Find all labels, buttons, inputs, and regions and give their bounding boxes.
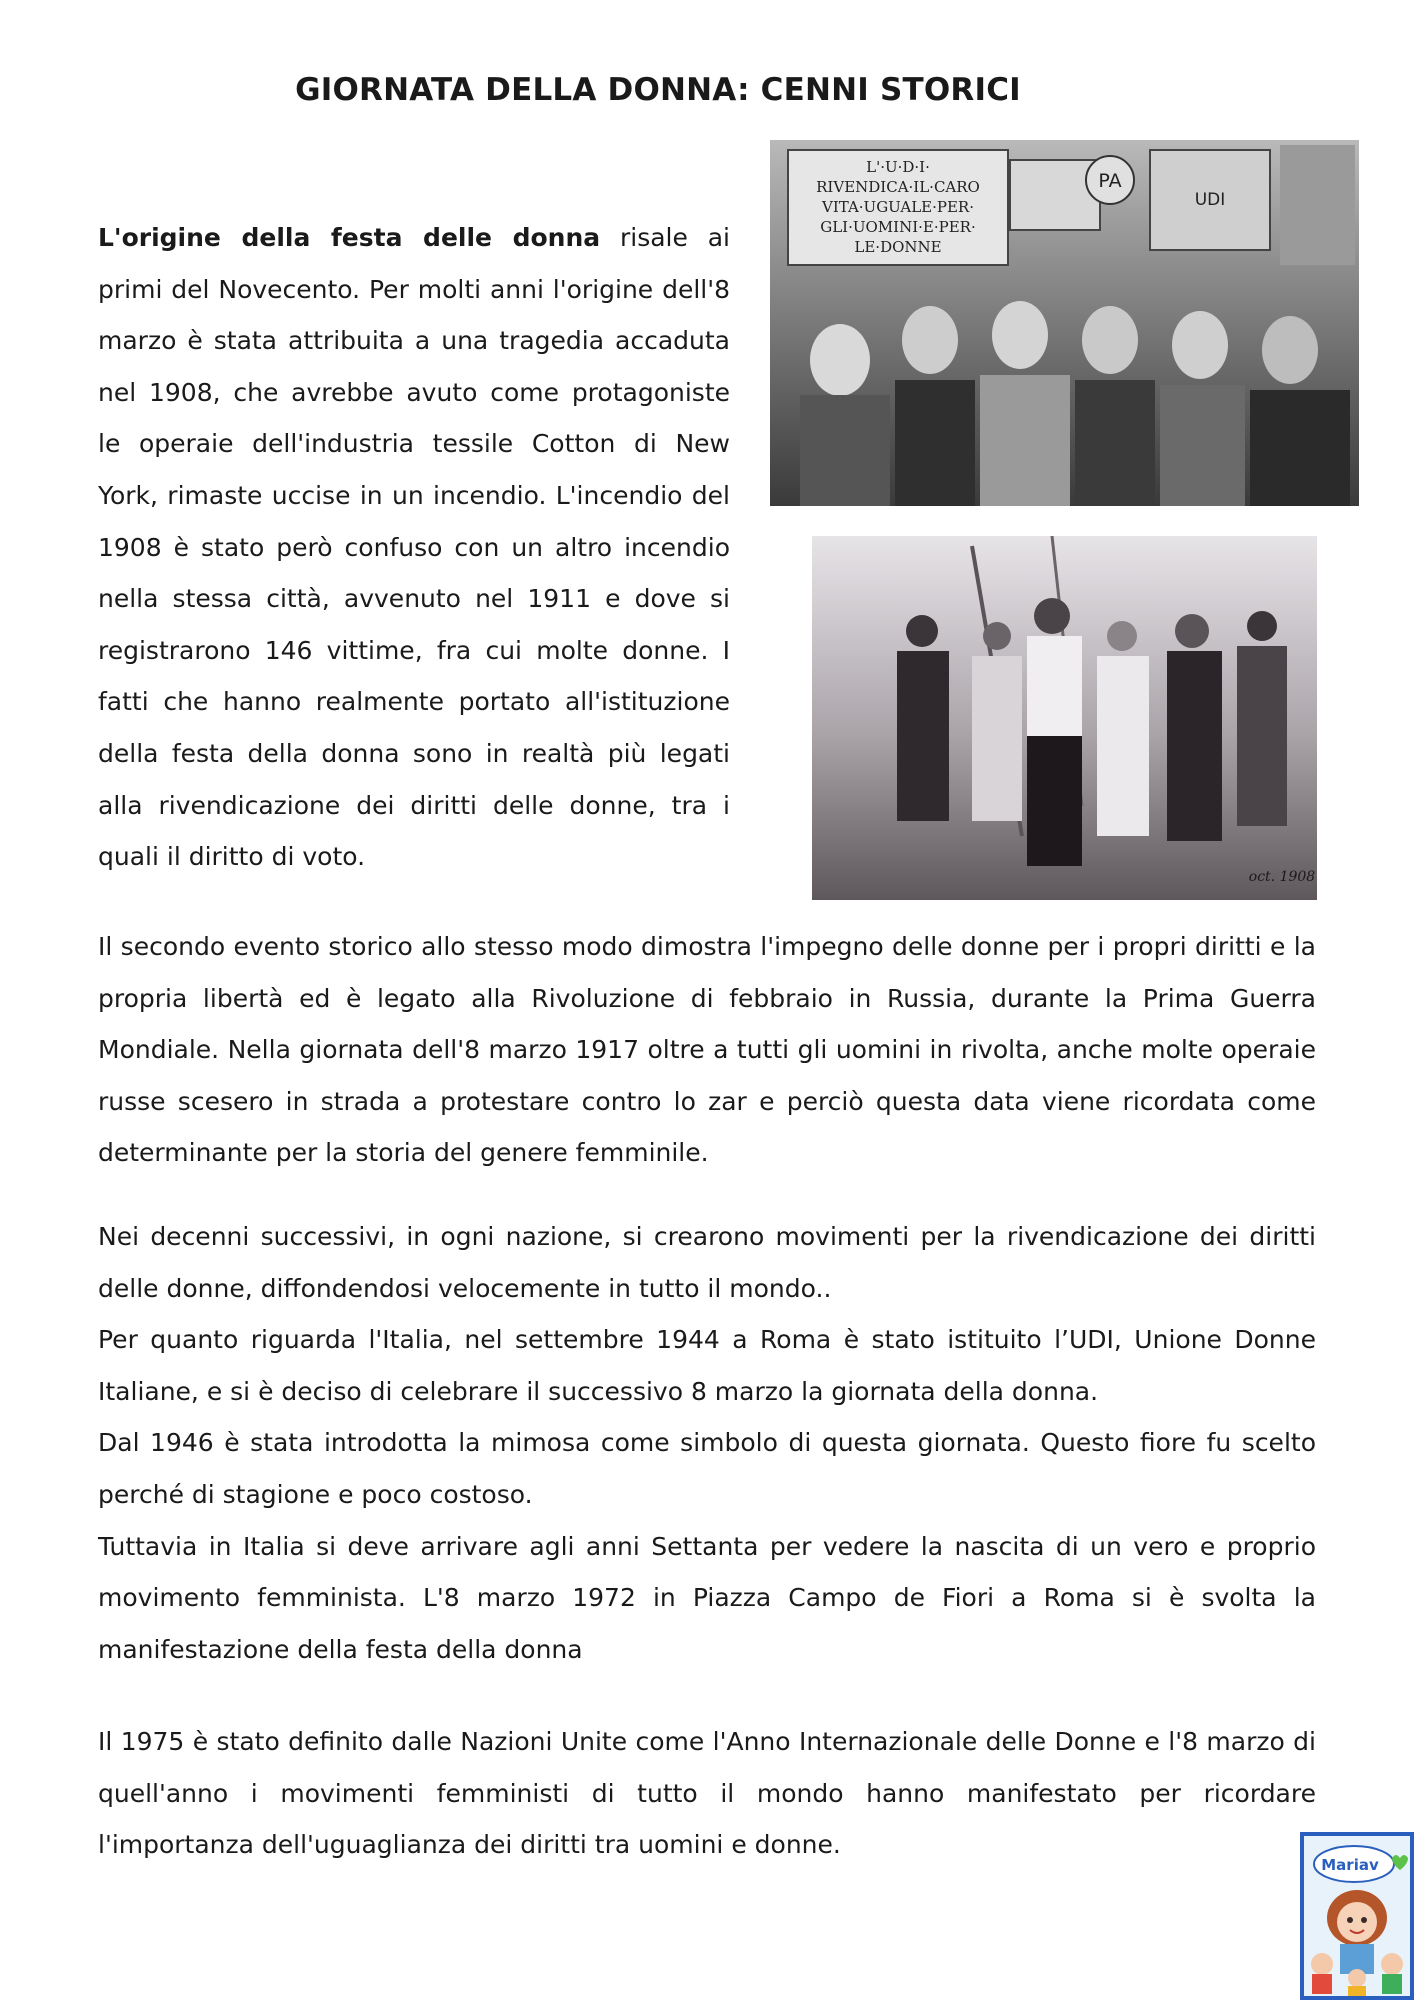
third-paragraph xyxy=(98,1211,1316,1675)
fourth-paragraph: Il 1975 è stato definito dalle Nazioni Unite come l'Anno Internazionale delle Donne e l'8 marzo di quell'anno i movimenti femministi di tutto il mondo hanno manifestato per ricordare l'importanza dell'uguaglianza dei diritti tra uomini e donne. xyxy=(98,1727,1316,1860)
heart-icon xyxy=(1392,1855,1408,1870)
protest-photo-udi xyxy=(770,140,1359,506)
sign-line-1: L'·U·D·I· xyxy=(866,158,930,176)
sign-line-5: LE·DONNE xyxy=(854,238,942,256)
suffragette-march-photo xyxy=(812,536,1317,900)
intro-text: risale ai primi del Novecento. Per molti anni l'origine dell'8 marzo è stata attribuita a una tragedia accaduta nel 1908, che avrebbe avuto come protagoniste le operaie dell'industria tessile Cotton di New York, rimaste uccise in un incendio. L'incendio del 1908 è stato però confuso con un altro incendio nella stessa città, avvenuto nel 1911 e dove si registrarono 146 vittime, fra cui molte donne. I fatti che hanno realmente portato all'istituzione della festa della donna sono in realtà più legati alla rivendicazione dei diritti delle donne, tra i quali il diritto di voto. xyxy=(98,223,730,872)
third-paragraph-line-3: Dal 1946 è stata introdotta la mimosa come simbolo di questa giornata. Questo fiore fu scelto perché di stagione e poco costoso. xyxy=(98,1428,1316,1509)
second-paragraph: Il secondo evento storico allo stesso modo dimostra l'impegno delle donne per i propri diritti e la propria libertà ed è legato alla Rivoluzione di febbraio in Russia, durante la Prima Guerra Mondiale. Nella giornata dell'8 marzo 1917 oltre a tutti gli uomini in rivolta, anche molte operaie russe scesero in strada a protestare contro lo zar e perciò questa data viene ricordata come determinante per la storia del genere femminile. xyxy=(98,932,1316,1168)
third-paragraph-line-4: Tuttavia in Italia si deve arrivare agli anni Settanta per vedere la nascita di un vero e proprio movimento femminista. L'8 marzo 1972 in Piazza Campo de Fiori a Roma si è svolta la manifestazione della festa della donna xyxy=(98,1531,1316,1664)
logo-text: Mariav xyxy=(1321,1856,1379,1874)
photo-caption: oct. 1908 xyxy=(1248,869,1316,885)
mariav-logo xyxy=(1300,1832,1414,2000)
sign-udi: UDI xyxy=(1194,190,1226,210)
third-paragraph-line-2: Per quanto riguarda l'Italia, nel settembre 1944 a Roma è stato istituito l’UDI, Unione Donne Italiane, e si è deciso di celebrare il successivo 8 marzo la giornata della donna. xyxy=(98,1325,1316,1406)
intro-paragraph xyxy=(98,212,730,883)
sign-line-2: RIVENDICA·IL·CARO xyxy=(816,178,980,196)
intro-bold-lead: L'origine della festa delle donna xyxy=(98,223,601,252)
third-paragraph-line-1: Nei decenni successivi, in ogni nazione, si crearono movimenti per la rivendicazione dei diritti delle donne, diffondendosi velocemente in tutto il mondo.. xyxy=(98,1222,1316,1303)
sign-line-4: GLI·UOMINI·E·PER· xyxy=(820,218,976,236)
page-title: GIORNATA DELLA DONNA: CENNI STORICI xyxy=(295,72,1021,108)
sign-pa: PA xyxy=(1098,170,1122,192)
sign-line-3: VITA·UGUALE·PER· xyxy=(822,198,974,216)
